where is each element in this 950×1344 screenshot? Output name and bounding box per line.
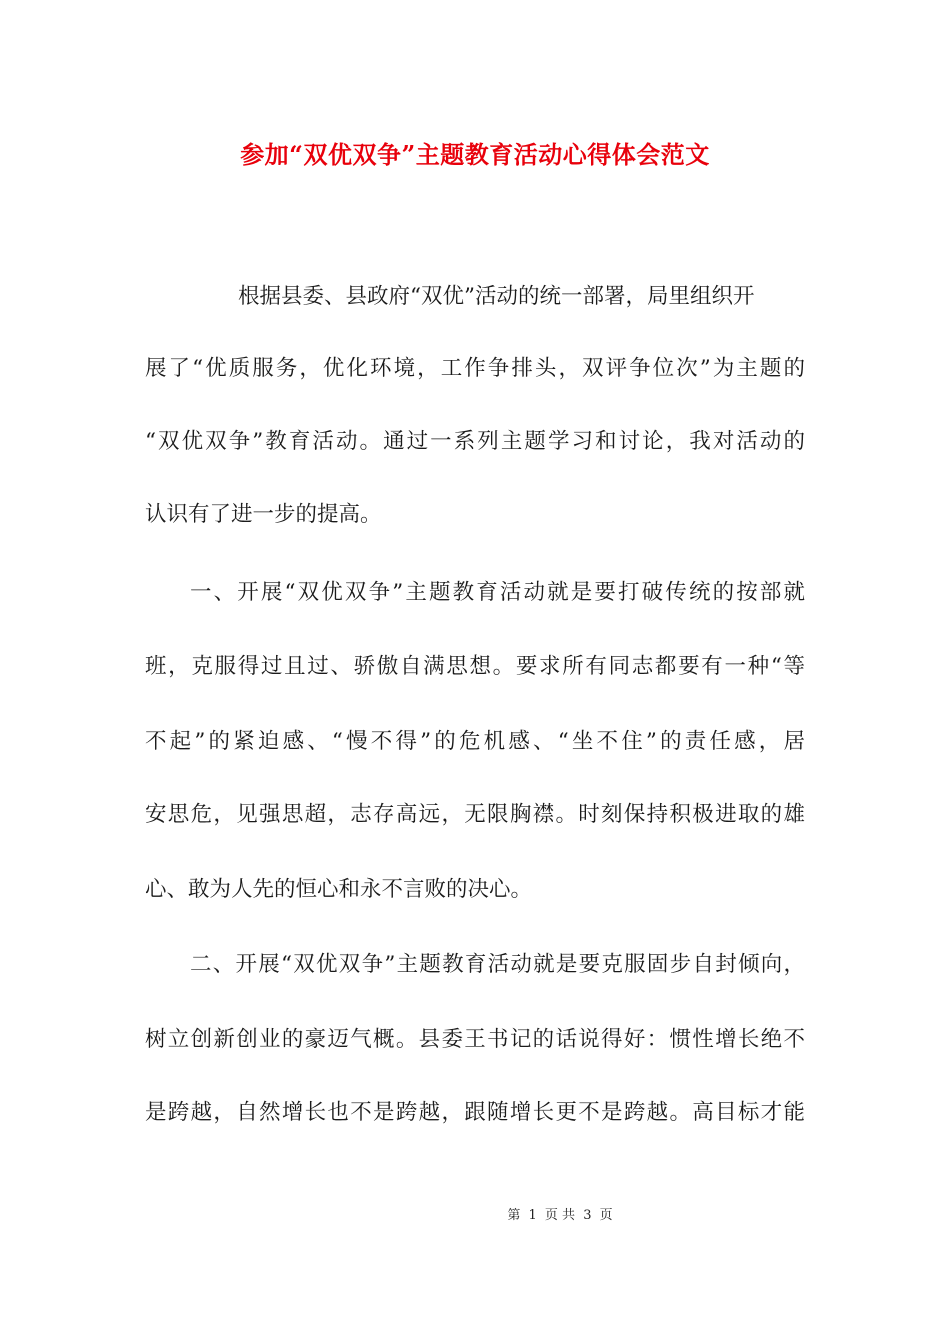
body-line-10: 二、开展“双优双争”主题教育活动就是要克服固步自封倾向， bbox=[190, 952, 805, 977]
body-line-3: “双优双争”教育活动。通过一系列主题学习和讨论，我对活动的 bbox=[145, 429, 805, 454]
body-line-4: 认识有了进一步的提高。 bbox=[145, 502, 382, 527]
footer-total-pages: 3 bbox=[583, 1208, 592, 1223]
body-line-2: 展了“优质服务，优化环境，工作争排头，双评争位次”为主题的 bbox=[145, 356, 805, 381]
body-line-12: 是跨越，自然增长也不是跨越，跟随增长更不是跨越。高目标才能 bbox=[145, 1100, 805, 1125]
body-line-8: 安思危，见强思超，志存高远，无限胸襟。时刻保持积极进取的雄 bbox=[145, 802, 805, 827]
page-footer bbox=[0, 1207, 950, 1225]
body-line-9: 心、敢为人先的恒心和永不言败的决心。 bbox=[145, 877, 533, 902]
footer-suffix: 页 bbox=[599, 1208, 613, 1223]
body-line-1: 根据县委、县政府“双优”活动的统一部署，局里组织开 bbox=[238, 284, 755, 309]
body-line-7: 不起”的紧迫感、“慢不得”的危机感、“坐不住”的责任感，居 bbox=[145, 729, 805, 754]
footer-prefix: 第 bbox=[507, 1208, 521, 1223]
footer-current-page: 1 bbox=[528, 1208, 537, 1223]
document-title: 参加“双优双争”主题教育活动心得体会范文 bbox=[240, 140, 710, 169]
body-line-6: 班，克服得过且过、骄傲自满思想。要求所有同志都要有一种“等 bbox=[145, 654, 805, 679]
footer-middle: 页 共 bbox=[544, 1208, 576, 1223]
body-line-11: 树立创新创业的豪迈气概。县委王书记的话说得好：惯性增长绝不 bbox=[145, 1027, 805, 1052]
body-line-5: 一、开展“双优双争”主题教育活动就是要打破传统的按部就 bbox=[190, 580, 805, 605]
